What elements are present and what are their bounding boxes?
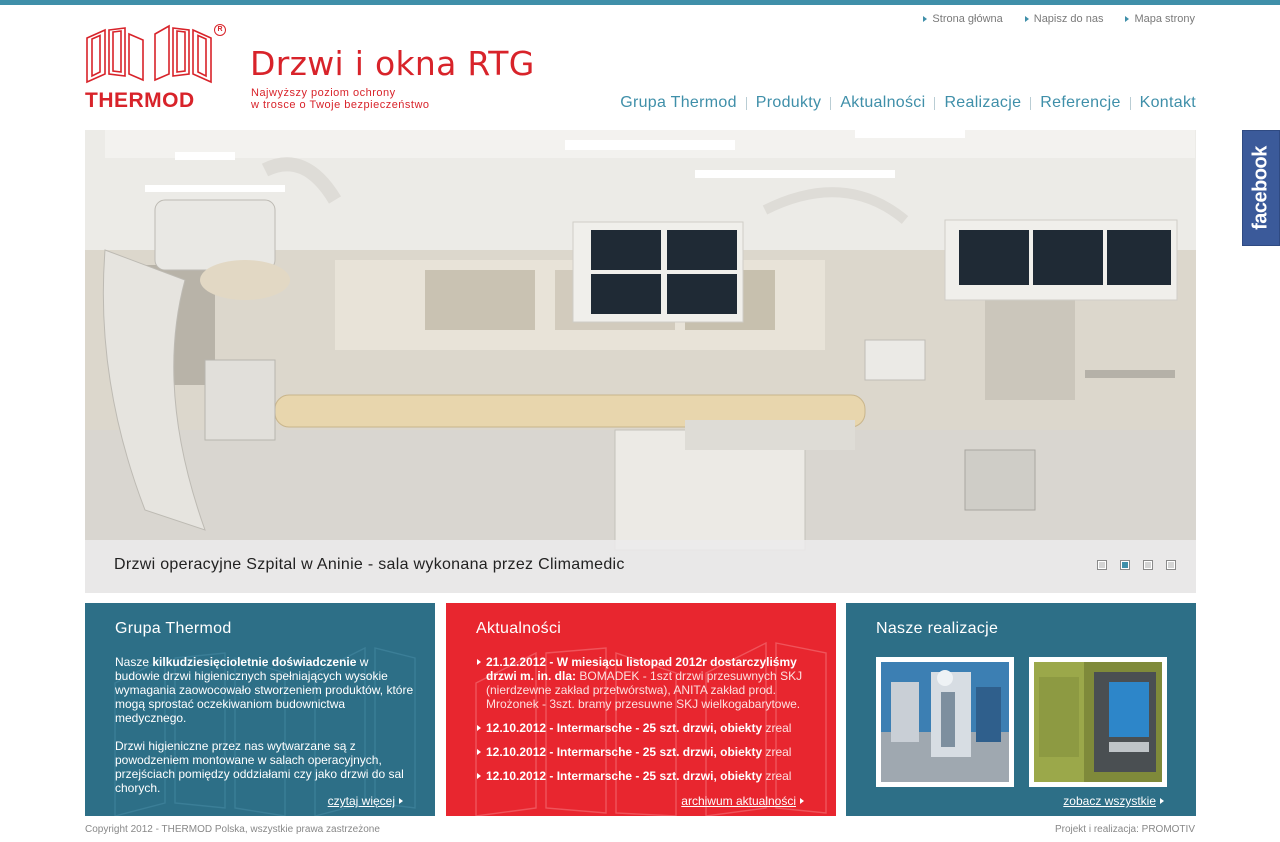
nav-separator — [1030, 97, 1031, 110]
box-text: Nasze kilkudziesięcioletnie doświadczenie w budowie drzwi higienicznych spełniających wysokie wymagania zaowocowało stworzeniem produktów, które mogą sprostać oczekiwaniom budownictwa medycznego. Drzwi higieniczne przez nas wytwarzane są z powodzeniem montowane w salach operacyjnych, przejściach pomiędzy oddziałami czy jako drzwi do sal chorych. — [115, 655, 414, 795]
arrow-right-icon — [923, 16, 927, 22]
hero-caption-bar — [85, 540, 1196, 593]
logo-wordmark: THERMOD — [85, 89, 195, 112]
box-title: Nasze realizacje — [876, 620, 999, 637]
nav-item-produkty[interactable]: Produkty — [755, 94, 822, 111]
arrow-right-icon — [800, 798, 804, 804]
realization-thumbnail-1[interactable] — [876, 657, 1014, 787]
nav-separator — [830, 97, 831, 110]
hero-slider[interactable] — [85, 130, 1196, 593]
nav-item-realizacje[interactable]: Realizacje — [944, 94, 1022, 111]
registered-mark-icon: R — [214, 24, 226, 36]
arrow-right-icon — [1025, 16, 1029, 22]
box-grupa-thermod — [85, 603, 435, 816]
facebook-tab[interactable] — [1242, 130, 1280, 246]
arrow-right-icon — [477, 749, 481, 755]
thermod-logo[interactable] — [85, 22, 230, 112]
see-all-link[interactable]: zobacz wszystkie — [1063, 794, 1164, 808]
slider-pagination — [1097, 560, 1176, 570]
arrow-right-icon — [1160, 798, 1164, 804]
top-link-home[interactable]: Strona główna — [923, 13, 1002, 25]
top-link-sitemap[interactable]: Mapa strony — [1125, 13, 1195, 25]
thumbnail-operating-room-image — [881, 662, 1009, 782]
hero-caption: Drzwi operacyjne Szpital w Aninie - sala wykonana przez Climamedic — [114, 556, 625, 573]
nav-item-kontakt[interactable]: Kontakt — [1139, 94, 1196, 111]
arrow-right-icon — [399, 798, 403, 804]
slide-dot-2[interactable] — [1120, 560, 1130, 570]
nav-item-grupa-thermod[interactable]: Grupa Thermod — [620, 94, 737, 111]
top-accent-bar — [0, 0, 1280, 5]
logo-doors-icon — [85, 22, 220, 86]
arrow-right-icon — [477, 773, 481, 779]
top-link-contact[interactable]: Napisz do nas — [1025, 13, 1104, 25]
facebook-label: facebook — [1249, 146, 1272, 230]
nav-separator — [1130, 97, 1131, 110]
news-item[interactable]: 21.12.2012 - W miesiącu listopad 2012r dostarczyliśmy drzwi m. in. dla: BOMADEK - 1szt drzwi przesuwnych SKJ (nierdzewne zakład przetwórstwa), ANITA zakład prod. Mrożonek - 3szt. bramy przesuwne SKJ wielkogabarytowe. — [476, 655, 806, 711]
box-title: Aktualności — [476, 620, 562, 637]
box-title: Grupa Thermod — [115, 620, 232, 637]
slide-dot-1[interactable] — [1097, 560, 1107, 570]
slide-dot-4[interactable] — [1166, 560, 1176, 570]
news-item[interactable]: 12.10.2012 - Intermarsche - 25 szt. drzwi, obiekty zreal — [476, 721, 806, 735]
news-item[interactable]: 12.10.2012 - Intermarsche - 25 szt. drzwi, obiekty zreal — [476, 769, 806, 783]
hero-operating-room-image — [85, 130, 1196, 593]
footer-copyright: Copyright 2012 - THERMOD Polska, wszystkie prawa zastrzeżone — [85, 824, 380, 835]
news-list — [476, 655, 806, 793]
arrow-right-icon — [477, 725, 481, 731]
box-aktualnosci — [446, 603, 836, 816]
realization-thumbnail-2[interactable] — [1029, 657, 1167, 787]
news-archive-link[interactable]: archiwum aktualności — [681, 794, 804, 808]
nav-item-aktualnosci[interactable]: Aktualności — [840, 94, 926, 111]
main-navigation — [620, 94, 1196, 112]
nav-separator — [934, 97, 935, 110]
arrow-right-icon — [1125, 16, 1129, 22]
site-tagline: Najwyższy poziom ochrony w trosce o Twoje bezpieczeństwo — [251, 87, 430, 111]
utility-links — [923, 13, 1195, 25]
box-realizacje — [846, 603, 1196, 816]
news-item[interactable]: 12.10.2012 - Intermarsche - 25 szt. drzwi, obiekty zreal — [476, 745, 806, 759]
site-title: Drzwi i okna RTG — [250, 44, 535, 83]
thumbnail-corridor-door-image — [1034, 662, 1162, 782]
nav-separator — [746, 97, 747, 110]
read-more-link[interactable]: czytaj więcej — [328, 794, 403, 808]
arrow-right-icon — [477, 659, 481, 665]
slide-dot-3[interactable] — [1143, 560, 1153, 570]
realization-thumbnails — [876, 657, 1167, 787]
nav-item-referencje[interactable]: Referencje — [1040, 94, 1121, 111]
footer-credit[interactable]: Projekt i realizacja: PROMOTIV — [1054, 824, 1195, 835]
